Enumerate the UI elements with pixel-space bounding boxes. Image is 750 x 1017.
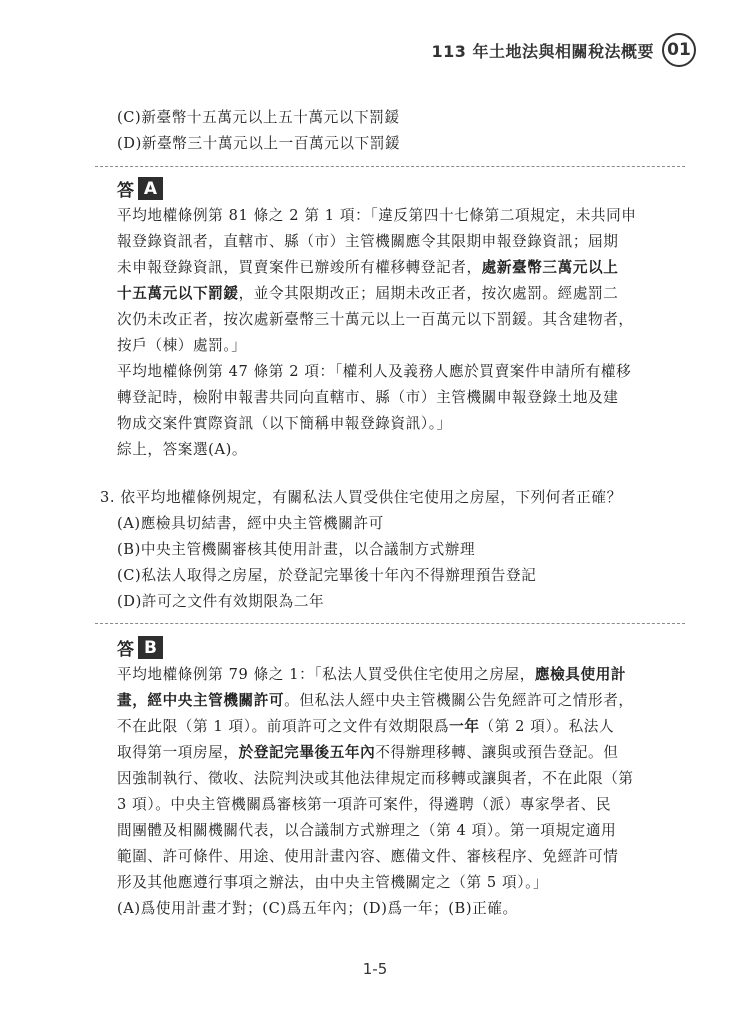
- explanation-line: 平均地權條例第 47 條第 2 項：「權利人及義務人應於買賣案件申請所有權移: [117, 363, 632, 380]
- answer-letter-box: B: [138, 636, 163, 659]
- explanation-text: 未申報登錄資訊，買賣案件已辦竣所有權移轉登記者，: [117, 259, 482, 276]
- explanation-text: 平均地權條例第 79 條之 1：「私法人買受供住宅使用之房屋，: [117, 666, 535, 683]
- explanation-line: [117, 740, 618, 766]
- explanation-line: [117, 281, 618, 307]
- explanation-conclusion: 綜上，答案選(A)。: [117, 441, 248, 458]
- answer-letter-box: A: [138, 177, 163, 200]
- explanation-line: 次仍未改正者，按次處新臺幣三十萬元以上一百萬元以下罰鍰。其含建物者，: [117, 311, 634, 328]
- q3-question: 3. 依平均地權條例規定，有關私法人買受供住宅使用之房屋，下列何者正確？: [100, 489, 622, 506]
- answer-marker: [117, 635, 163, 660]
- emphasis-text: 畫，經中央主管機關許可: [117, 692, 285, 709]
- answer-label: 答: [117, 640, 134, 660]
- chapter-badge: 01: [662, 33, 696, 67]
- emphasis-text: 應檢具使用計: [534, 666, 627, 683]
- emphasis-text: 十五萬元以下罰鍰: [117, 285, 239, 302]
- explanation-text: 取得第一項房屋，: [117, 744, 239, 761]
- explanation-text: 。但私法人經中央主管機關公告免經許可之情形者，: [284, 692, 634, 709]
- explanation-text: 不得辦理移轉、讓與或預告登記。但: [375, 744, 619, 761]
- explanation-line: [117, 714, 614, 740]
- explanation-line: [117, 662, 626, 688]
- q3-option-a: (A)應檢具切結書，經中央主管機關許可: [117, 515, 384, 532]
- explanation-line: 3 項）。中央主管機關爲審核第一項許可案件，得遴聘（派）專家學者、民: [117, 796, 612, 813]
- explanation-line: 形及其他應遵行事項之辦法，由中央主管機關定之（第 5 項）。」: [117, 874, 549, 891]
- book-title: 113 年土地法與相關稅法概要: [431, 41, 654, 61]
- answer-label: 答: [117, 181, 134, 201]
- explanation-text: （第 2 項）。私法人: [479, 718, 615, 735]
- q3-option-c: (C)私法人取得之房屋，於登記完畢後十年內不得辦理預告登記: [117, 567, 537, 584]
- dashed-divider: [95, 623, 685, 624]
- page-number: 1-5: [362, 960, 388, 978]
- emphasis-text: 處新臺幣三萬元以上: [481, 259, 619, 276]
- emphasis-text: 於登記完畢後五年內: [238, 744, 376, 761]
- explanation-line: [117, 255, 618, 281]
- explanation-line: 範圍、許可條件、用途、使用計畫內容、應備文件、審核程序、免經許可情: [117, 848, 619, 865]
- q3-option-d: (D)許可之文件有效期限為二年: [117, 593, 325, 610]
- explanation-line: 間團體及相關機關代表，以合議制方式辦理之（第 4 項）。第一項規定適用: [117, 822, 617, 839]
- explanation-line: 報登錄資訊者，直轄市、縣（市）主管機關應令其限期申報登錄資訊；屆期: [117, 233, 619, 250]
- explanation-line: 物成交案件實際資訊（以下簡稱申報登錄資訊）。」: [117, 415, 452, 432]
- q3-option-b: (B)中央主管機關審核其使用計畫，以合議制方式辦理: [117, 541, 476, 558]
- dashed-divider: [95, 166, 685, 167]
- explanation-line: [117, 688, 634, 714]
- explanation-conclusion: (A)爲使用計畫才對；(C)爲五年內；(D)爲一年；(B)正確。: [117, 900, 518, 917]
- explanation-line: 平均地權條例第 81 條之 2 第 1 項：「違反第四十七條第二項規定，未共同申: [117, 207, 637, 224]
- explanation-line: 轉登記時，檢附申報書共同向直轄市、縣（市）主管機關申報登錄土地及建: [117, 389, 619, 406]
- explanation-text: 不在此限（第 1 項）。前項許可之文件有效期限爲: [117, 718, 450, 735]
- explanation-line: 按戶（棟）處罰。」: [117, 337, 247, 354]
- emphasis-text: 一年: [449, 718, 480, 735]
- running-header: [432, 30, 696, 70]
- q2-option-c: (C)新臺幣十五萬元以上五十萬元以下罰鍰: [117, 109, 400, 126]
- explanation-line: 因強制執行、徵收、法院判決或其他法律規定而移轉或讓與者，不在此限（第: [117, 770, 634, 787]
- q2-option-d: (D)新臺幣三十萬元以上一百萬元以下罰鍰: [117, 135, 401, 152]
- answer-marker: [117, 176, 163, 201]
- explanation-text: ，並令其限期改正；屆期未改正者，按次處罰。經處罰二: [238, 285, 619, 302]
